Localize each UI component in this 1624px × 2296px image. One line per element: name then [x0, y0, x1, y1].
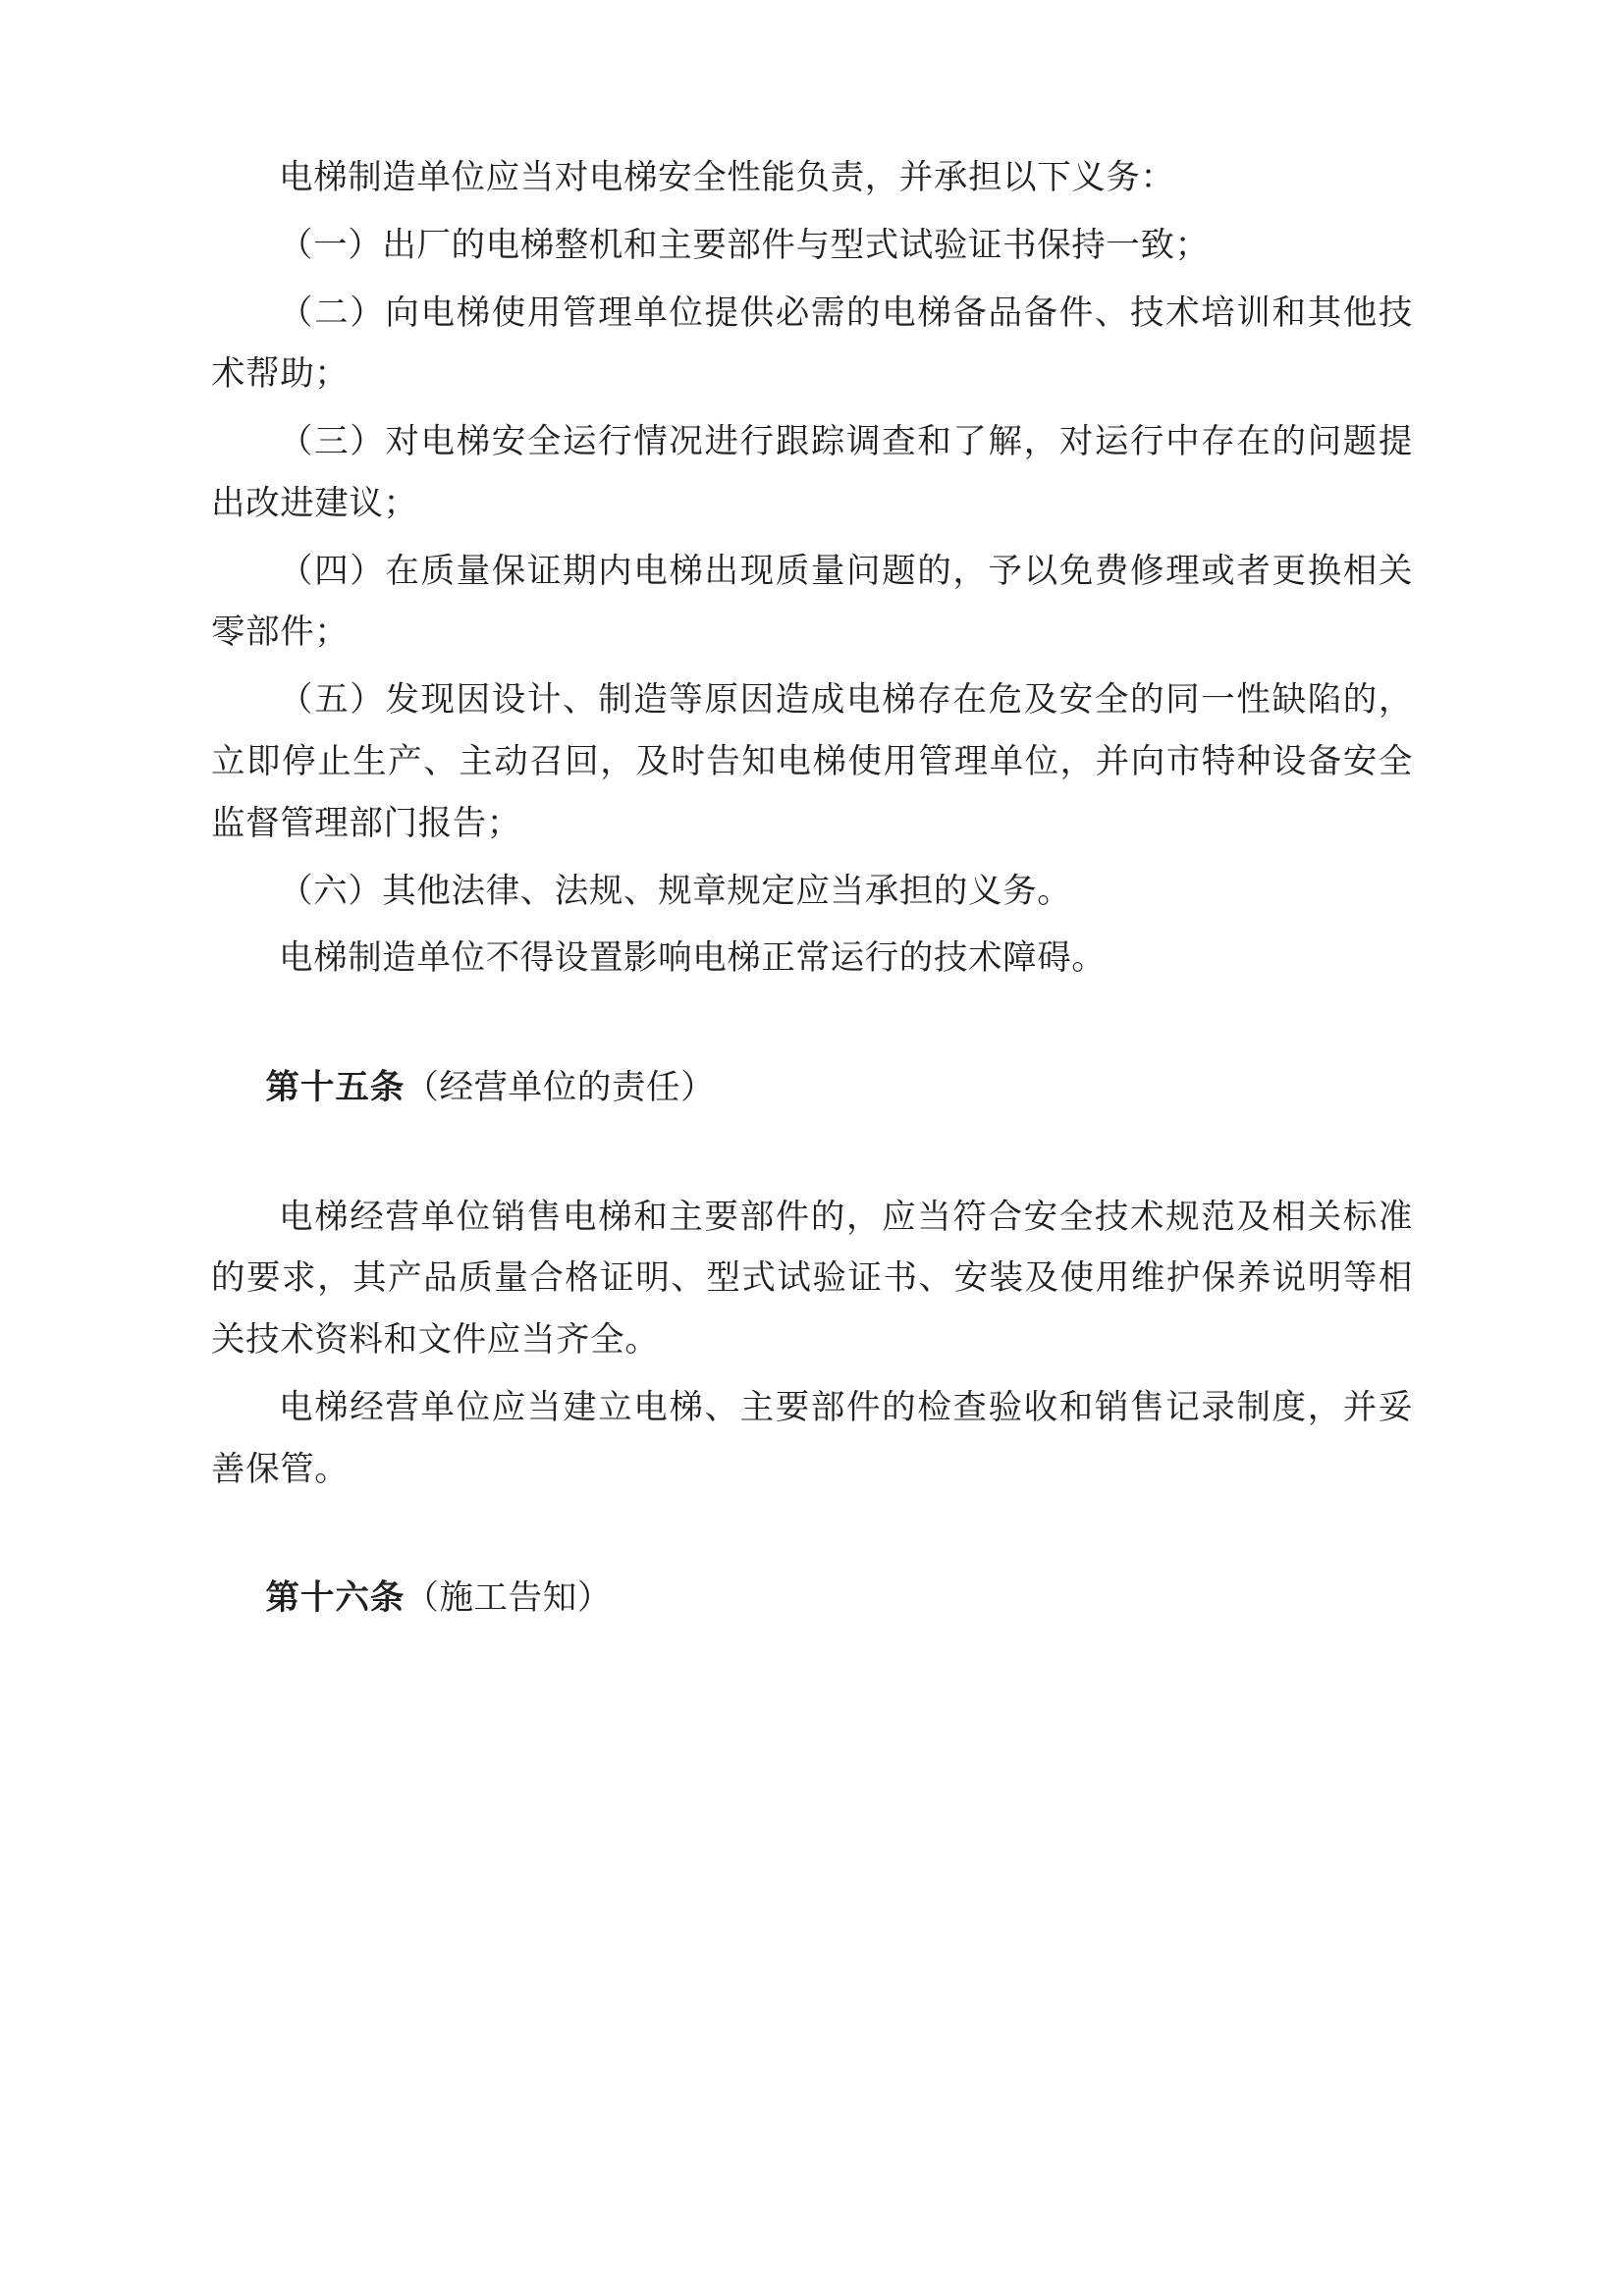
article-number-15: 第十五条	[265, 1068, 406, 1106]
article-title-15: （经营单位的责任）	[405, 1068, 716, 1106]
list-item-4: （四）在质量保证期内电梯出现质量问题的，予以免费修理或者更换相关零部件；	[211, 552, 1413, 652]
list-item-2: （二）向电梯使用管理单位提供必需的电梯备品备件、技术培训和其他技术帮助；	[211, 294, 1413, 394]
list-item-3: （三）对电梯安全运行情况进行跟踪调查和了解，对运行中存在的问题提出改进建议；	[211, 423, 1413, 522]
article-heading-16	[211, 1506, 1413, 1690]
paragraph-intro: 电梯制造单位应当对电梯安全性能负责，并承担以下义务：	[279, 159, 1175, 196]
article-heading-15	[211, 995, 1413, 1180]
list-item-5: （五）发现因设计、制造等原因造成电梯存在危及安全的同一性缺陷的，立即停止生产、主动召回，及时告知电梯使用管理单位，并向市特种设备安全监督管理部门报告；	[211, 681, 1413, 842]
article-title-16: （施工告知）	[405, 1579, 612, 1618]
paragraph-15-1: 电梯经营单位销售电梯和主要部件的，应当符合安全技术规范及相关标准的要求，其产品质量合格证明、型式试验证书、安装及使用维护保养说明等相关技术资料和文件应当齐全。	[211, 1198, 1413, 1360]
document-body	[211, 147, 1413, 1691]
list-item-1: （一）出厂的电梯整机和主要部件与型式试验证书保持一致；	[279, 226, 1210, 264]
article-number-16: 第十六条	[265, 1579, 406, 1618]
paragraph-15-2: 电梯经营单位应当建立电梯、主要部件的检查验收和销售记录制度，并妥善保管。	[211, 1388, 1413, 1488]
list-item-6: （六）其他法律、法规、规章规定应当承担的义务。	[279, 872, 1072, 910]
paragraph-closing: 电梯制造单位不得设置影响电梯正常运行的技术障碍。	[279, 939, 1107, 978]
